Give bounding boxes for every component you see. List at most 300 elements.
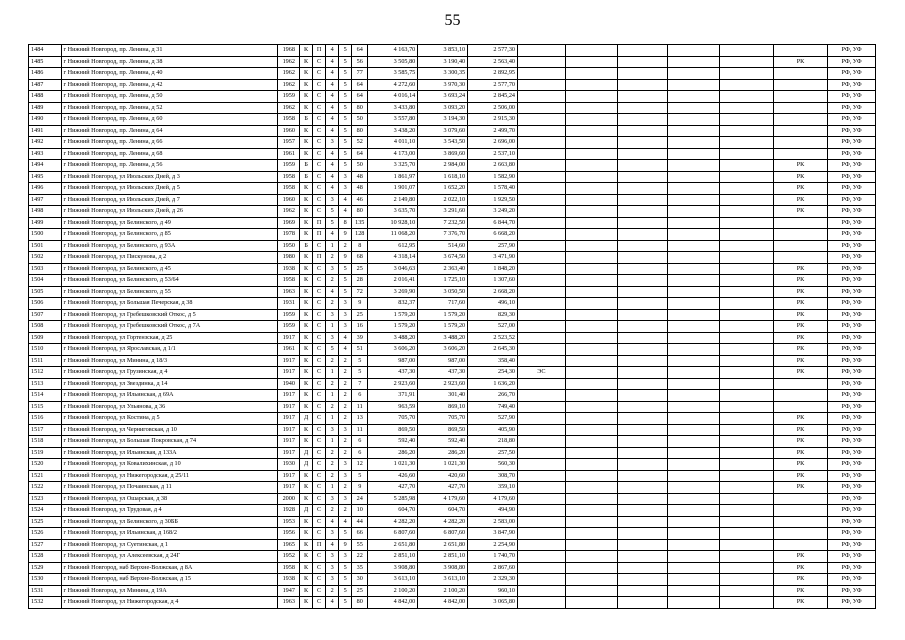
cell-apartments: 80 — [352, 125, 368, 137]
cell-col-12 — [518, 148, 566, 160]
cell-building-type: С — [313, 102, 326, 114]
cell-col-15 — [667, 114, 719, 126]
table-row — [29, 424, 876, 436]
cell-residential-area: 2 984,00 — [418, 160, 468, 172]
cell-row-number: 1529 — [29, 562, 62, 574]
cell-private-area: 218,80 — [468, 436, 518, 448]
cell-row-number: 1509 — [29, 332, 62, 344]
cell-wall-material: Б — [300, 240, 313, 252]
cell-funding-source: РФ, УФ — [828, 286, 876, 298]
cell-address: г Нижний Новгород, ул Минина, д 19А — [61, 585, 278, 597]
cell-year-built: 1962 — [278, 68, 300, 80]
cell-floors: 5 — [339, 45, 352, 57]
cell-entrances: 3 — [326, 562, 339, 574]
cell-funding-source: РФ, УФ — [828, 367, 876, 379]
cell-col-12 — [518, 401, 566, 413]
cell-total-area: 286,20 — [368, 447, 418, 459]
cell-entrances: 1 — [326, 482, 339, 494]
cell-apartments: 64 — [352, 79, 368, 91]
cell-col-13 — [565, 91, 617, 103]
cell-col-14 — [617, 424, 667, 436]
cell-private-area: 1 636,20 — [468, 378, 518, 390]
cell-funding-source: РФ, УФ — [828, 45, 876, 57]
table-row — [29, 436, 876, 448]
cell-private-area: 749,40 — [468, 401, 518, 413]
cell-col-12 — [518, 470, 566, 482]
cell-entrances: 2 — [326, 585, 339, 597]
cell-col-16 — [719, 79, 773, 91]
cell-col-13 — [565, 413, 617, 425]
cell-year-built: 1940 — [278, 378, 300, 390]
cell-col-14 — [617, 45, 667, 57]
cell-residential-area: 3 869,60 — [418, 148, 468, 160]
cell-col-16 — [719, 240, 773, 252]
cell-col-14 — [617, 298, 667, 310]
cell-funding-source: РФ, УФ — [828, 551, 876, 563]
cell-row-number: 1492 — [29, 137, 62, 149]
cell-total-area: 963,59 — [368, 401, 418, 413]
cell-program-flag: РК — [773, 482, 827, 494]
cell-col-15 — [667, 367, 719, 379]
cell-col-13 — [565, 171, 617, 183]
cell-col-13 — [565, 378, 617, 390]
cell-col-13 — [565, 321, 617, 333]
cell-building-type: С — [313, 447, 326, 459]
cell-entrances: 1 — [326, 321, 339, 333]
cell-wall-material: К — [300, 286, 313, 298]
cell-private-area: 2 254,90 — [468, 539, 518, 551]
cell-funding-source: РФ, УФ — [828, 91, 876, 103]
cell-col-14 — [617, 309, 667, 321]
cell-col-12 — [518, 459, 566, 471]
cell-col-12 — [518, 413, 566, 425]
cell-col-13 — [565, 183, 617, 195]
cell-building-type: С — [313, 482, 326, 494]
cell-funding-source: РФ, УФ — [828, 436, 876, 448]
cell-year-built: 1956 — [278, 528, 300, 540]
cell-row-number: 1522 — [29, 482, 62, 494]
table-row — [29, 470, 876, 482]
table-row — [29, 413, 876, 425]
cell-col-14 — [617, 413, 667, 425]
cell-funding-source: РФ, УФ — [828, 114, 876, 126]
cell-col-12 — [518, 68, 566, 80]
cell-program-flag: РК — [773, 332, 827, 344]
cell-col-13 — [565, 309, 617, 321]
cell-col-15 — [667, 344, 719, 356]
cell-program-flag: РК — [773, 344, 827, 356]
cell-col-13 — [565, 206, 617, 218]
cell-row-number: 1511 — [29, 355, 62, 367]
cell-col-12 — [518, 137, 566, 149]
cell-entrances: 2 — [326, 401, 339, 413]
cell-floors: 5 — [339, 91, 352, 103]
cell-building-type: С — [313, 68, 326, 80]
cell-col-16 — [719, 447, 773, 459]
cell-year-built: 1959 — [278, 160, 300, 172]
cell-total-area: 3 046,63 — [368, 263, 418, 275]
cell-address: г Нижний Новгород, ул Июльских Дней, д 3 — [61, 171, 278, 183]
cell-col-16 — [719, 45, 773, 57]
cell-address: г Нижний Новгород, ул Белинского, д 85 — [61, 229, 278, 241]
cell-col-16 — [719, 229, 773, 241]
cell-col-12 — [518, 597, 566, 609]
cell-program-flag — [773, 79, 827, 91]
cell-apartments: 72 — [352, 286, 368, 298]
cell-apartments: 13 — [352, 413, 368, 425]
table-row — [29, 390, 876, 402]
cell-entrances: 3 — [326, 332, 339, 344]
cell-address: г Нижний Новгород, пр. Ленина, д 52 — [61, 102, 278, 114]
cell-building-type: С — [313, 194, 326, 206]
cell-col-12 — [518, 528, 566, 540]
table-row — [29, 45, 876, 57]
cell-entrances: 4 — [326, 286, 339, 298]
cell-col-15 — [667, 240, 719, 252]
cell-total-area: 3 613,10 — [368, 574, 418, 586]
cell-floors: 5 — [339, 102, 352, 114]
cell-program-flag: РК — [773, 298, 827, 310]
cell-address: г Нижний Новгород, ул Минина, д 18/3 — [61, 355, 278, 367]
cell-apartments: 11 — [352, 401, 368, 413]
cell-private-area: 2 523,52 — [468, 332, 518, 344]
cell-entrances: 3 — [326, 309, 339, 321]
cell-col-16 — [719, 562, 773, 574]
cell-residential-area: 604,70 — [418, 505, 468, 517]
cell-col-12 — [518, 378, 566, 390]
cell-col-16 — [719, 459, 773, 471]
cell-address: г Нижний Новгород, ул Ильинская, д 168/2 — [61, 528, 278, 540]
table-row — [29, 217, 876, 229]
cell-private-area: 2 583,00 — [468, 516, 518, 528]
cell-row-number: 1530 — [29, 574, 62, 586]
cell-residential-area: 3 194,30 — [418, 114, 468, 126]
cell-col-14 — [617, 91, 667, 103]
cell-apartments: 9 — [352, 482, 368, 494]
cell-col-14 — [617, 286, 667, 298]
cell-address: г Нижний Новгород, ул Черниговская, д 10 — [61, 424, 278, 436]
cell-col-15 — [667, 562, 719, 574]
cell-program-flag: РК — [773, 286, 827, 298]
cell-apartments: 6 — [352, 390, 368, 402]
cell-col-12 — [518, 56, 566, 68]
cell-apartments: 128 — [352, 229, 368, 241]
cell-col-12 — [518, 424, 566, 436]
cell-funding-source: РФ, УФ — [828, 217, 876, 229]
cell-building-type: С — [313, 459, 326, 471]
cell-private-area: 2 577,30 — [468, 45, 518, 57]
cell-col-14 — [617, 562, 667, 574]
cell-col-15 — [667, 217, 719, 229]
cell-program-flag — [773, 252, 827, 264]
cell-program-flag: РК — [773, 562, 827, 574]
cell-apartments: 66 — [352, 528, 368, 540]
cell-apartments: 80 — [352, 102, 368, 114]
cell-apartments: 39 — [352, 332, 368, 344]
cell-col-13 — [565, 252, 617, 264]
cell-row-number: 1495 — [29, 171, 62, 183]
cell-private-area: 960,10 — [468, 585, 518, 597]
cell-program-flag: РК — [773, 194, 827, 206]
cell-residential-area: 592,40 — [418, 436, 468, 448]
cell-residential-area: 1 652,20 — [418, 183, 468, 195]
cell-col-13 — [565, 470, 617, 482]
cell-floors: 5 — [339, 79, 352, 91]
cell-building-type: С — [313, 436, 326, 448]
cell-row-number: 1505 — [29, 286, 62, 298]
cell-total-area: 6 807,60 — [368, 528, 418, 540]
cell-floors: 5 — [339, 56, 352, 68]
cell-private-area: 257,90 — [468, 240, 518, 252]
cell-private-area: 6 668,20 — [468, 229, 518, 241]
cell-funding-source: РФ, УФ — [828, 252, 876, 264]
cell-building-type: С — [313, 344, 326, 356]
cell-col-13 — [565, 194, 617, 206]
table-row — [29, 401, 876, 413]
cell-entrances: 5 — [326, 217, 339, 229]
cell-building-type: С — [313, 505, 326, 517]
cell-funding-source: РФ, УФ — [828, 321, 876, 333]
cell-floors: 3 — [339, 298, 352, 310]
cell-col-12 — [518, 447, 566, 459]
cell-residential-area: 3 908,80 — [418, 562, 468, 574]
cell-building-type: С — [313, 321, 326, 333]
cell-col-15 — [667, 309, 719, 321]
cell-col-12 — [518, 390, 566, 402]
cell-col-14 — [617, 332, 667, 344]
cell-floors: 2 — [339, 240, 352, 252]
cell-col-16 — [719, 574, 773, 586]
cell-funding-source: РФ, УФ — [828, 160, 876, 172]
cell-total-area: 1 021,30 — [368, 459, 418, 471]
cell-col-12 — [518, 493, 566, 505]
cell-floors: 5 — [339, 137, 352, 149]
cell-building-type: С — [313, 91, 326, 103]
cell-apartments: 44 — [352, 516, 368, 528]
cell-address: г Нижний Новгород, ул Нижегородская, д 25/11 — [61, 470, 278, 482]
cell-building-type: С — [313, 298, 326, 310]
cell-col-16 — [719, 367, 773, 379]
cell-col-14 — [617, 229, 667, 241]
cell-wall-material: К — [300, 125, 313, 137]
cell-entrances: 4 — [326, 516, 339, 528]
cell-year-built: 1963 — [278, 597, 300, 609]
cell-apartments: 5 — [352, 367, 368, 379]
cell-wall-material: К — [300, 194, 313, 206]
cell-entrances: 4 — [326, 68, 339, 80]
cell-apartments: 5 — [352, 470, 368, 482]
cell-col-13 — [565, 148, 617, 160]
cell-wall-material: Б — [300, 114, 313, 126]
cell-year-built: 1952 — [278, 551, 300, 563]
cell-col-15 — [667, 355, 719, 367]
cell-total-area: 1 579,20 — [368, 309, 418, 321]
cell-row-number: 1514 — [29, 390, 62, 402]
cell-wall-material: К — [300, 355, 313, 367]
cell-col-14 — [617, 79, 667, 91]
cell-entrances: 3 — [326, 551, 339, 563]
cell-col-12 — [518, 275, 566, 287]
cell-col-16 — [719, 56, 773, 68]
cell-col-15 — [667, 298, 719, 310]
cell-col-12 — [518, 183, 566, 195]
cell-col-13 — [565, 505, 617, 517]
cell-total-area: 10 928,10 — [368, 217, 418, 229]
cell-total-area: 427,70 — [368, 482, 418, 494]
cell-program-flag: РК — [773, 309, 827, 321]
cell-wall-material: К — [300, 562, 313, 574]
cell-residential-area: 2 651,80 — [418, 539, 468, 551]
cell-funding-source: РФ, УФ — [828, 401, 876, 413]
cell-year-built: 1958 — [278, 114, 300, 126]
cell-col-15 — [667, 574, 719, 586]
cell-program-flag — [773, 125, 827, 137]
cell-funding-source: РФ, УФ — [828, 79, 876, 91]
cell-col-12 — [518, 562, 566, 574]
cell-col-12 — [518, 194, 566, 206]
cell-col-16 — [719, 516, 773, 528]
cell-total-area: 4 163,70 — [368, 45, 418, 57]
cell-funding-source: РФ, УФ — [828, 298, 876, 310]
cell-private-area: 2 845,24 — [468, 91, 518, 103]
cell-floors: 5 — [339, 286, 352, 298]
cell-program-flag: РК — [773, 367, 827, 379]
cell-building-type: С — [313, 160, 326, 172]
cell-col-15 — [667, 528, 719, 540]
cell-apartments: 25 — [352, 585, 368, 597]
cell-col-15 — [667, 459, 719, 471]
cell-col-14 — [617, 148, 667, 160]
cell-apartments: 6 — [352, 436, 368, 448]
cell-building-type: С — [313, 585, 326, 597]
cell-program-flag — [773, 229, 827, 241]
cell-program-flag: РК — [773, 413, 827, 425]
cell-private-area: 1 582,90 — [468, 171, 518, 183]
cell-col-16 — [719, 424, 773, 436]
cell-row-number: 1512 — [29, 367, 62, 379]
cell-residential-area: 987,00 — [418, 355, 468, 367]
cell-apartments: 64 — [352, 45, 368, 57]
cell-building-type: С — [313, 309, 326, 321]
cell-apartments: 77 — [352, 68, 368, 80]
cell-col-13 — [565, 424, 617, 436]
cell-total-area: 1 579,20 — [368, 321, 418, 333]
cell-row-number: 1490 — [29, 114, 62, 126]
cell-floors: 3 — [339, 459, 352, 471]
cell-total-area: 987,00 — [368, 355, 418, 367]
cell-row-number: 1510 — [29, 344, 62, 356]
cell-building-type: С — [313, 390, 326, 402]
cell-col-16 — [719, 332, 773, 344]
cell-private-area: 4 179,60 — [468, 493, 518, 505]
cell-apartments: 51 — [352, 344, 368, 356]
cell-floors: 2 — [339, 413, 352, 425]
cell-wall-material: К — [300, 148, 313, 160]
cell-col-12 — [518, 252, 566, 264]
cell-residential-area: 3 970,30 — [418, 79, 468, 91]
cell-col-13 — [565, 102, 617, 114]
cell-floors: 4 — [339, 344, 352, 356]
cell-col-14 — [617, 539, 667, 551]
cell-address: г Нижний Новгород, пр. Ленина, д 64 — [61, 125, 278, 137]
cell-col-14 — [617, 367, 667, 379]
cell-residential-area: 6 807,60 — [418, 528, 468, 540]
cell-col-12 — [518, 505, 566, 517]
cell-private-area: 2 329,30 — [468, 574, 518, 586]
table-row — [29, 102, 876, 114]
cell-wall-material: К — [300, 298, 313, 310]
cell-apartments: 48 — [352, 171, 368, 183]
cell-private-area: 2 563,40 — [468, 56, 518, 68]
cell-apartments: 56 — [352, 56, 368, 68]
cell-floors: 5 — [339, 68, 352, 80]
cell-col-13 — [565, 298, 617, 310]
cell-row-number: 1488 — [29, 91, 62, 103]
cell-year-built: 1959 — [278, 321, 300, 333]
cell-total-area: 2 016,41 — [368, 275, 418, 287]
table-row — [29, 114, 876, 126]
cell-entrances: 1 — [326, 240, 339, 252]
cell-row-number: 1497 — [29, 194, 62, 206]
cell-year-built: 1962 — [278, 56, 300, 68]
cell-apartments: 46 — [352, 194, 368, 206]
cell-address: г Нижний Новгород, ул Ковалихинская, д 10 — [61, 459, 278, 471]
cell-floors: 3 — [339, 424, 352, 436]
cell-funding-source: РФ, УФ — [828, 148, 876, 160]
cell-apartments: 12 — [352, 459, 368, 471]
cell-col-14 — [617, 344, 667, 356]
cell-residential-area: 2 022,10 — [418, 194, 468, 206]
cell-row-number: 1515 — [29, 401, 62, 413]
table-row — [29, 298, 876, 310]
cell-residential-area: 869,50 — [418, 424, 468, 436]
cell-apartments: 64 — [352, 148, 368, 160]
cell-floors: 2 — [339, 436, 352, 448]
cell-row-number: 1485 — [29, 56, 62, 68]
table-row — [29, 171, 876, 183]
cell-funding-source: РФ, УФ — [828, 493, 876, 505]
cell-floors: 2 — [339, 378, 352, 390]
table-row — [29, 79, 876, 91]
cell-col-15 — [667, 332, 719, 344]
cell-floors: 9 — [339, 229, 352, 241]
cell-col-13 — [565, 125, 617, 137]
cell-row-number: 1494 — [29, 160, 62, 172]
cell-col-12 — [518, 217, 566, 229]
cell-col-15 — [667, 390, 719, 402]
cell-program-flag — [773, 493, 827, 505]
cell-address: г Нижний Новгород, ул Белинского, д 30ББ — [61, 516, 278, 528]
cell-entrances: 4 — [326, 91, 339, 103]
cell-year-built: 1959 — [278, 91, 300, 103]
cell-year-built: 1917 — [278, 401, 300, 413]
cell-address: г Нижний Новгород, пр. Ленина, д 56 — [61, 160, 278, 172]
cell-wall-material: К — [300, 252, 313, 264]
table-row — [29, 574, 876, 586]
cell-row-number: 1491 — [29, 125, 62, 137]
cell-col-14 — [617, 114, 667, 126]
cell-floors: 2 — [339, 390, 352, 402]
cell-col-12 — [518, 309, 566, 321]
cell-private-area: 2 663,80 — [468, 160, 518, 172]
cell-address: г Нижний Новгород, наб Верхне-Волжская, д 15 — [61, 574, 278, 586]
cell-address: г Нижний Новгород, ул Белинского, д 93А — [61, 240, 278, 252]
cell-col-16 — [719, 286, 773, 298]
cell-building-type: С — [313, 240, 326, 252]
cell-col-12 — [518, 551, 566, 563]
cell-building-type: С — [313, 56, 326, 68]
cell-total-area: 832,37 — [368, 298, 418, 310]
